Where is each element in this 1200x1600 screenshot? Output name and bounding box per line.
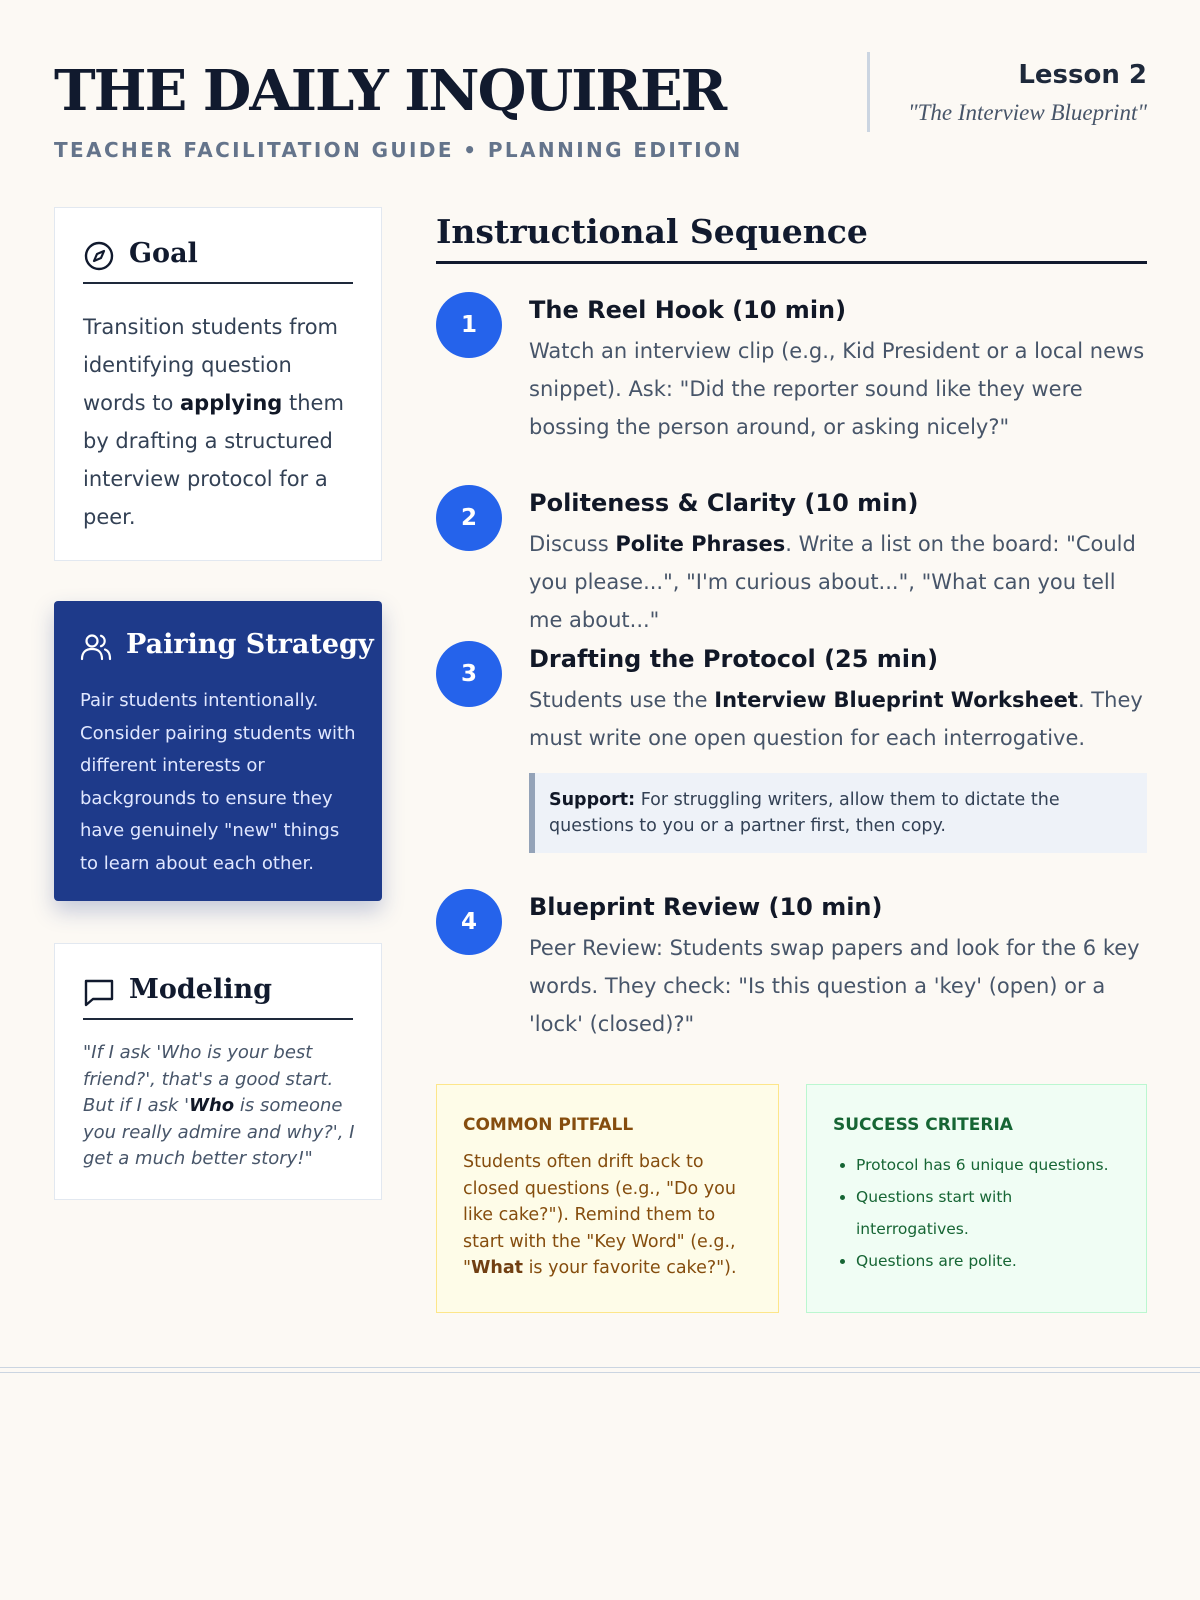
lesson-title: "The Interview Blueprint" — [907, 100, 1147, 125]
step-number-badge: 2 — [436, 485, 502, 551]
sequence-title: Instructional Sequence — [436, 212, 868, 251]
step-title: Politeness & Clarity (10 min) — [529, 489, 919, 517]
success-criteria-box — [806, 1084, 1147, 1313]
step-number-badge: 4 — [436, 889, 502, 955]
success-title: SUCCESS CRITERIA — [833, 1115, 1013, 1135]
list-item: • Protocol has 6 unique questions. — [856, 1149, 1120, 1181]
modeling-card — [54, 943, 382, 1200]
success-criteria-list — [833, 1149, 1120, 1277]
step-description: Peer Review: Students swap papers and look for the 6 key words. They check: "Is this question a 'key' (open) or a 'lock' (closed)?" — [529, 936, 1140, 1036]
modeling-quote: "If I ask 'Who is your best friend?', that's a good start. But if I ask 'Who is someone you really admire and why?', I get a much better story!" — [83, 1042, 355, 1169]
support-text: For struggling writers, allow them to dictate the questions to you or a partner first, then copy. — [549, 790, 1060, 836]
pitfall-text: Students often drift back to closed questions (e.g., "Do you like cake?"). Remind them to start with the "Key Word" (e.g., "What is your favorite cake?"). — [463, 1152, 737, 1278]
lesson-block — [867, 52, 1147, 132]
step-description: Watch an interview clip (e.g., Kid President or a local news snippet). Ask: "Did the reporter sound like they were bossing the person around, or asking nicely?" — [529, 339, 1145, 439]
masthead — [54, 52, 1147, 172]
compass-icon — [83, 240, 115, 272]
pairing-text: Pair students intentionally. Consider pairing students with different interests or backgrounds to ensure they have genuinely "new" things to learn about each other. — [80, 690, 356, 874]
goal-card — [54, 207, 382, 561]
users-icon — [80, 631, 112, 663]
pairing-title: Pairing Strategy — [126, 629, 374, 660]
step-4 — [436, 889, 1147, 1039]
step-title: The Reel Hook (10 min) — [529, 296, 847, 324]
goal-emphasis: applying — [180, 391, 283, 415]
goal-text: Transition students from identifying question words to applying them by drafting a structured interview protocol for a peer. — [83, 315, 344, 529]
pitfall-title: COMMON PITFALL — [463, 1115, 634, 1135]
step-emphasis: Polite Phrases — [615, 532, 786, 556]
step-emphasis: Interview Blueprint Worksheet — [714, 688, 1078, 712]
step-number-badge: 1 — [436, 292, 502, 358]
pitfall-emphasis: What — [471, 1258, 523, 1278]
support-label: Support: — [549, 790, 636, 810]
step-title: Blueprint Review (10 min) — [529, 893, 883, 921]
step-1 — [436, 292, 1147, 442]
newspaper-title: THE DAILY INQUIRER — [54, 58, 726, 124]
modeling-header — [83, 972, 353, 1020]
guide-subtitle: TEACHER FACILITATION GUIDE • PLANNING EDITION — [54, 138, 743, 162]
step-description: Students use the Interview Blueprint Worksheet. They must write one open question for each interrogative. — [529, 688, 1143, 750]
list-item: • Questions are polite. — [856, 1245, 1120, 1277]
pairing-strategy-card — [54, 601, 382, 901]
support-callout — [529, 773, 1147, 853]
common-pitfall-box — [436, 1084, 779, 1313]
step-description: Discuss Polite Phrases. Write a list on the board: "Could you please...", "I'm curious about...", "What can you tell me about..." — [529, 532, 1136, 632]
goal-title: Goal — [129, 238, 198, 269]
step-title: Drafting the Protocol (25 min) — [529, 645, 939, 673]
list-item: • Questions start with interrogatives. — [856, 1181, 1120, 1245]
modeling-emphasis: Who — [189, 1095, 235, 1116]
step-3 — [436, 641, 1147, 861]
goal-header — [83, 236, 353, 284]
footer-divider — [0, 1367, 1200, 1373]
lesson-number: Lesson 2 — [1018, 60, 1147, 90]
step-number-badge: 3 — [436, 641, 502, 707]
chat-bubble-icon — [83, 976, 115, 1008]
modeling-title: Modeling — [129, 974, 272, 1005]
sequence-heading — [436, 208, 1147, 264]
step-2 — [436, 485, 1147, 632]
